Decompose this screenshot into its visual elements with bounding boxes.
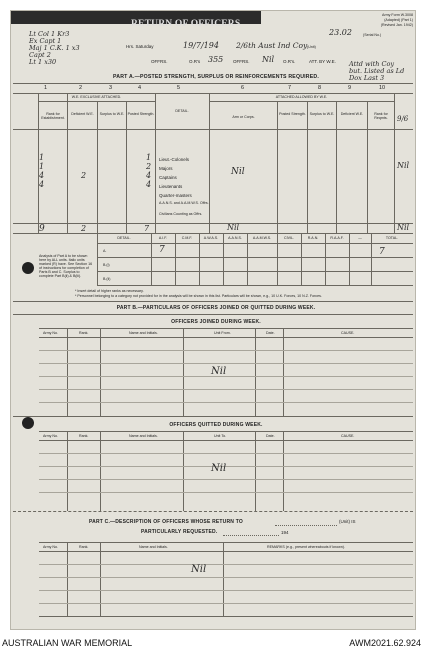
grid-line xyxy=(394,93,395,233)
grid-line xyxy=(199,233,200,285)
rule xyxy=(223,535,279,536)
grid-line xyxy=(255,431,256,511)
ors-label-1: O.R's xyxy=(189,59,201,64)
grid-line xyxy=(371,233,372,285)
analysis-h-aans: A.A.N.S. xyxy=(228,236,242,240)
rule xyxy=(13,314,413,315)
quitted-h-cause: CAUSE. xyxy=(341,434,355,438)
rule xyxy=(13,129,413,130)
quitted-nil: Nil xyxy=(211,463,227,474)
rule xyxy=(39,431,413,432)
analysis-row-bi: B.(i) xyxy=(103,263,110,267)
rule xyxy=(39,577,413,578)
part-c-title: PART C.—DESCRIPTION OF OFFICERS WHOSE RETURN TO xyxy=(89,519,243,525)
analysis-h-detail: DETAIL. xyxy=(117,236,131,240)
grid-line xyxy=(183,431,184,511)
hw-col4-0: 1 xyxy=(146,153,152,162)
total-c10: Nil xyxy=(397,223,410,232)
rule xyxy=(39,551,413,552)
part-c-nil: Nil xyxy=(191,564,207,575)
grid-line xyxy=(100,542,101,616)
total-c4: 7 xyxy=(144,224,150,233)
analysis-h-aamws: A.A.M.W.S. xyxy=(252,236,272,240)
grid-line xyxy=(247,233,248,285)
quitted-h-date: Date. xyxy=(266,434,275,438)
grid-line xyxy=(325,233,326,285)
rule xyxy=(39,616,413,617)
hw-col4-2: 4 xyxy=(146,171,152,180)
analysis-h-civil: CIVIL. xyxy=(284,236,294,240)
grid-line xyxy=(277,101,278,233)
grid-line xyxy=(209,93,210,233)
form-ref-1: Army Form W.3008 xyxy=(382,13,413,17)
joined-h-rank: Rank. xyxy=(79,331,89,335)
rank-lieut-colonels: Lieut.-Colonels xyxy=(159,157,190,162)
hw-col4-3: 4 xyxy=(146,180,152,189)
partc-h-remarks: REMARKS (e.g., present whereabouts if known). xyxy=(267,545,345,549)
grid-line xyxy=(336,101,337,233)
grid-line xyxy=(307,101,308,233)
rule xyxy=(39,440,413,441)
serial-value: 23.02 xyxy=(329,28,352,37)
rule xyxy=(39,479,413,480)
rule xyxy=(13,83,413,84)
total-c2: 2 xyxy=(81,224,87,233)
rule xyxy=(209,101,394,102)
col-number-6: 6 xyxy=(241,85,245,91)
detail-header: DETAIL. xyxy=(175,109,189,113)
form-title: RETURN OF OFFICERS xyxy=(131,19,241,29)
date-handwritten: 19/7/194 xyxy=(183,41,219,50)
rule xyxy=(97,243,413,244)
quitted-h-name: Name and Initials. xyxy=(129,434,158,438)
document-sheet xyxy=(10,10,416,630)
analysis-aif-value: 7 xyxy=(159,245,165,255)
col-number-3: 3 xyxy=(109,85,113,91)
joined-title: OFFICERS JOINED DURING WEEK. xyxy=(171,319,261,325)
grid-line xyxy=(175,233,176,285)
footer-right: AWM2021.62.924 xyxy=(349,638,421,648)
total-c6: Nil xyxy=(227,223,240,232)
rank-aans-aamws: A.A.N.S. and A.A.M.W.S. Offrs. xyxy=(159,201,209,205)
analysis-h-other: — xyxy=(358,236,362,240)
rule xyxy=(39,492,413,493)
analysis-row-bii: B.(ii) xyxy=(103,277,111,281)
rule xyxy=(13,301,413,302)
sub-header-c6: Arm or Corps. xyxy=(232,115,255,119)
col-number-9: 9 xyxy=(348,85,352,91)
joined-h-unitfrom: Unit From. xyxy=(214,331,231,335)
rule xyxy=(39,350,413,351)
hw-col1-2: 4 xyxy=(39,171,45,180)
part-c-year: 194 xyxy=(281,530,289,535)
joined-h-name: Name and Initials. xyxy=(129,331,158,335)
ors-value: 355 xyxy=(208,55,224,64)
sub-header-c8: Surplus to W.E. xyxy=(309,112,335,116)
analysis-total-value: 7 xyxy=(379,247,385,257)
analysis-note: Analysis of Part A to be shown here by ALL units. Italic units marked (R) have. See Section 16 of instructions for completion of Parts B and C. Surplus to complete Part B(ii) & B(iii). xyxy=(39,254,93,278)
grid-line xyxy=(126,101,127,233)
we-exclusive-header: W.E. EXCLUSIVE ATTACHED. xyxy=(71,95,122,99)
rank-lieutenants: Lieutenants xyxy=(159,184,183,189)
quitted-h-rank: Rank. xyxy=(79,434,89,438)
joined-h-cause: CAUSE. xyxy=(341,331,355,335)
sub-header-c1: Rank for Establishment. xyxy=(41,112,65,120)
rule xyxy=(38,101,155,102)
rule xyxy=(275,525,337,526)
col-number-4: 4 xyxy=(138,85,142,91)
rule xyxy=(13,223,413,224)
rule xyxy=(39,603,413,604)
sub-header-c7: Posted Strength. xyxy=(279,112,306,116)
joined-h-armyno: Army No. xyxy=(43,331,58,335)
rule xyxy=(97,257,413,258)
sub-header-c10: Rank for Reqmts. xyxy=(374,112,388,120)
total-c1: 9 xyxy=(39,224,45,234)
analysis-h-ran: R.A.N. xyxy=(307,236,319,240)
sub-header-c4: Posted Strength. xyxy=(127,112,155,116)
offrs-label-1: OFFRS. xyxy=(151,59,168,64)
grid-line xyxy=(97,101,98,233)
quitted-h-unitto: Unit To. xyxy=(214,434,227,438)
hrs-text: Hrs. Saturday xyxy=(126,44,154,49)
rule xyxy=(13,233,413,234)
attached-allowed-header: ATTACHED ALLOWED BY W.E. xyxy=(275,95,328,99)
rule xyxy=(39,328,413,329)
footnote-1: * Insert detail of higher ranks as necessary. xyxy=(75,289,144,293)
analysis-h-awas: A.W.A.S. xyxy=(203,236,219,240)
rule xyxy=(97,271,413,272)
handwritten-notes-right: Attd with Coy but. Listed as Ld Dox Last 3 xyxy=(349,60,405,82)
analysis-h-aif: A.I.F. xyxy=(158,236,168,240)
part-a-title: PART A.—POSTED STRENGTH, SURPLUS OR REINFORCEMENTS REQUIRED. xyxy=(113,74,319,80)
grid-line xyxy=(67,542,68,616)
grid-line xyxy=(223,542,224,616)
grid-line xyxy=(301,233,302,285)
rule xyxy=(97,285,413,286)
rule xyxy=(13,511,413,512)
quitted-title: OFFICERS QUITTED DURING WEEK. xyxy=(169,422,263,428)
col-number-1: 1 xyxy=(44,85,48,91)
rule xyxy=(39,402,413,403)
col-number-7: 7 xyxy=(288,85,292,91)
rank-civilians: Civilians Counting as Offrs. xyxy=(159,212,203,216)
analysis-h-raaf: R.A.A.F. xyxy=(330,236,344,240)
hw-col6-nil: Nil xyxy=(231,167,245,177)
part-b-title: PART B.—PARTICULARS OF OFFICERS JOINED OR QUITTED DURING WEEK. xyxy=(116,305,316,311)
grid-line xyxy=(67,431,68,511)
col-number-5: 5 xyxy=(177,85,181,91)
rule xyxy=(39,564,413,565)
sub-header-c3: Surplus to W.E. xyxy=(99,112,125,116)
grid-line xyxy=(349,233,350,285)
grid-line xyxy=(223,233,224,285)
sub-header-c9: Deficient W.E. xyxy=(340,112,364,116)
rule xyxy=(39,590,413,591)
rank-majors: Majors xyxy=(159,166,173,171)
hw-col10-nil: Nil xyxy=(397,161,410,170)
part-c-unit-label: (Unit) IS xyxy=(339,519,356,524)
unit-handwritten: 2/6th Aust Ind Coy xyxy=(236,41,308,50)
rule xyxy=(13,93,413,94)
sub-header-c2: Deficient W.E. xyxy=(71,112,94,116)
rule xyxy=(39,363,413,364)
grid-line xyxy=(100,431,101,511)
quitted-h-armyno: Army No. xyxy=(43,434,58,438)
col-number-2: 2 xyxy=(79,85,83,91)
punch-hole xyxy=(22,417,34,429)
serial-label: (Serial No.) xyxy=(363,33,382,37)
grid-line xyxy=(283,431,284,511)
unit-label: (Unit) xyxy=(307,45,316,49)
hw-col1-1: 1 xyxy=(39,162,45,171)
rank-captains: Captains xyxy=(159,175,177,180)
analysis-h-total: TOTAL. xyxy=(385,236,399,240)
part-c-title-2: PARTICULARLY REQUESTED. xyxy=(141,529,218,535)
rule xyxy=(13,416,413,417)
att-by-we: ATT. BY W.E. xyxy=(309,59,336,64)
hw-col1-0: 1 xyxy=(39,153,45,162)
nil-handwritten-header: Nil xyxy=(262,55,275,64)
partc-h-rank: Rank. xyxy=(79,545,89,549)
grid-line xyxy=(155,93,156,233)
footer-left: AUSTRALIAN WAR MEMORIAL xyxy=(2,638,133,648)
footnote-2: * Personnel belonging to a category not provided for in the analysis will be shown in this list. Particulars will be shown, e.g., 10 U.K. Forces, 10 N.Z. Forces. xyxy=(75,294,322,298)
grid-line xyxy=(277,233,278,285)
form-ref-2: (Adapted) (Part 1) xyxy=(384,18,413,22)
analysis-row-a: A. xyxy=(103,249,107,253)
joined-nil: Nil xyxy=(211,366,227,377)
rank-quarter-masters: Quarter-masters xyxy=(159,193,192,198)
joined-h-date: Date. xyxy=(266,331,275,335)
rule xyxy=(39,542,413,543)
grid-line xyxy=(367,101,368,233)
handwritten-notes-left: Lt Col 1 Kr3 Ex Capt 1 Maj 1 C.K. 1 x3 Capt 2 Lt 1 x30 xyxy=(29,30,80,66)
form-ref-3: (Revised Jan. 1942) xyxy=(380,23,413,27)
ors-label-2: O.R's. xyxy=(283,59,296,64)
hw-col2: 2 xyxy=(81,171,87,180)
analysis-h-cmf: C.M.F. xyxy=(181,236,193,240)
rule xyxy=(39,337,413,338)
hw-col4-1: 2 xyxy=(146,162,152,171)
offrs-label-2: OFFRS. xyxy=(233,59,250,64)
col-number-10: 10 xyxy=(379,85,386,91)
partc-h-name: Name and Initials. xyxy=(139,545,168,549)
rule xyxy=(39,453,413,454)
grid-line xyxy=(97,233,98,285)
hw-col1-3: 4 xyxy=(39,180,45,189)
partc-h-armyno: Army No. xyxy=(43,545,58,549)
grid-line xyxy=(151,233,152,285)
punch-hole xyxy=(22,262,34,274)
hw-col10-top: 9/6 xyxy=(397,115,409,123)
rule xyxy=(39,389,413,390)
col-number-8: 8 xyxy=(318,85,322,91)
